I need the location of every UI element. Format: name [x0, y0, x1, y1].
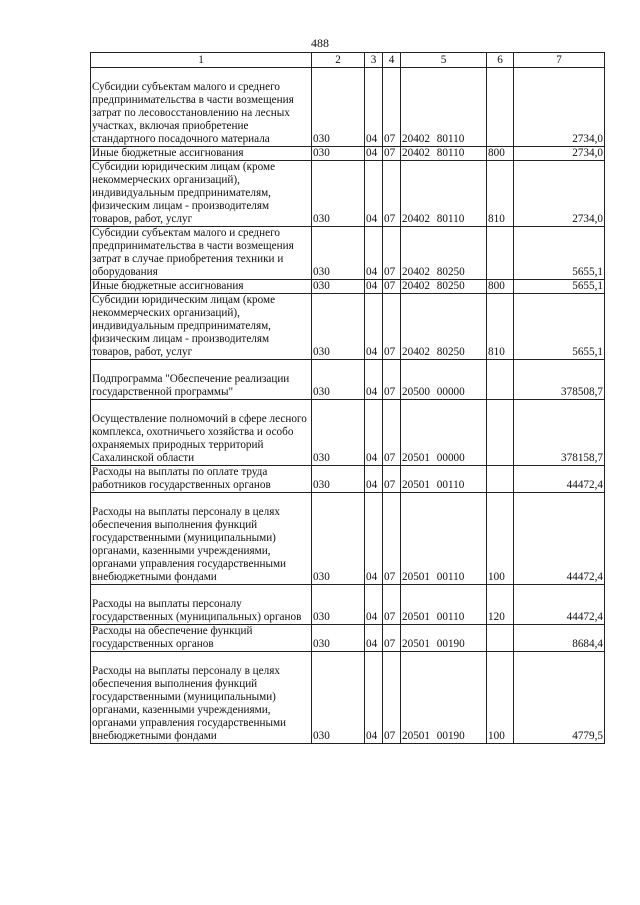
row-ministry-code: 030 — [312, 493, 365, 585]
row-ministry-code: 030 — [312, 147, 365, 161]
row-ministry-code: 030 — [312, 280, 365, 294]
row-section-code: 04 — [365, 68, 383, 147]
row-subsection-code: 07 — [383, 280, 401, 294]
row-subsection-code: 07 — [383, 227, 401, 280]
row-name: Иные бюджетные ассигнования — [91, 280, 312, 294]
row-subsection-code: 07 — [383, 493, 401, 585]
row-name: Осуществление полномочий в сфере лесного комплекса, охотничьего хозяйства и особо охраняемых природных территорий Сахалинской области — [91, 400, 312, 466]
row-name: Расходы на выплаты персоналу в целях обеспечения выполнения функций государственными (муниципальными) органами, казенными учреждениями, органами управления государственными внебюджетными фондами — [91, 493, 312, 585]
row-subsection-code: 07 — [383, 360, 401, 400]
row-amount: 378158,7 — [514, 400, 605, 466]
row-section-code: 04 — [365, 652, 383, 744]
row-target-code: 20402 80110 — [401, 161, 487, 227]
table-row — [91, 585, 605, 625]
row-ministry-code: 030 — [312, 625, 365, 652]
table-row — [91, 161, 605, 227]
row-section-code: 04 — [365, 585, 383, 625]
column-header-section: 3 — [365, 53, 383, 68]
row-section-code: 04 — [365, 147, 383, 161]
page-number: 488 — [311, 36, 329, 50]
table-row — [91, 400, 605, 466]
column-header-subsection: 4 — [383, 53, 401, 68]
row-name: Субсидии юридическим лицам (кроме некоммерческих организаций), индивидуальным предпринимателям, физическим лицам - производителям товаров, работ, услуг — [91, 294, 312, 360]
row-ministry-code: 030 — [312, 68, 365, 147]
row-type-code — [487, 227, 514, 280]
row-section-code: 04 — [365, 280, 383, 294]
row-subsection-code: 07 — [383, 466, 401, 493]
column-header-type: 6 — [487, 53, 514, 68]
row-subsection-code: 07 — [383, 294, 401, 360]
row-target-code: 20501 00110 — [401, 493, 487, 585]
row-amount: 5655,1 — [514, 280, 605, 294]
row-amount: 5655,1 — [514, 294, 605, 360]
row-amount: 44472,4 — [514, 493, 605, 585]
header-row — [91, 53, 605, 68]
column-header-name: 1 — [91, 53, 312, 68]
row-amount: 8684,4 — [514, 625, 605, 652]
row-amount: 378508,7 — [514, 360, 605, 400]
row-subsection-code: 07 — [383, 625, 401, 652]
row-name: Расходы на выплаты персоналу в целях обеспечения выполнения функций государственными (муниципальными) органами, казенными учреждениями, органами управления государственными внебюджетными фондами — [91, 652, 312, 744]
row-ministry-code: 030 — [312, 294, 365, 360]
row-ministry-code: 030 — [312, 585, 365, 625]
column-header-ministry: 2 — [312, 53, 365, 68]
row-target-code: 20402 80110 — [401, 147, 487, 161]
row-section-code: 04 — [365, 493, 383, 585]
row-type-code — [487, 625, 514, 652]
row-type-code — [487, 400, 514, 466]
table-row — [91, 294, 605, 360]
table-row — [91, 493, 605, 585]
row-name: Подпрограмма "Обеспечение реализации государственной программы" — [91, 360, 312, 400]
row-name: Субсидии субъектам малого и среднего предпринимательства в части возмещения затрат по лесовосстановлению на лесных участках, включая приобретение стандартного посадочного материала — [91, 68, 312, 147]
row-type-code: 810 — [487, 294, 514, 360]
row-type-code: 100 — [487, 493, 514, 585]
row-section-code: 04 — [365, 227, 383, 280]
row-subsection-code: 07 — [383, 585, 401, 625]
row-name: Расходы на выплаты персоналу государственных (муниципальных) органов — [91, 585, 312, 625]
row-amount: 2734,0 — [514, 161, 605, 227]
row-amount: 4779,5 — [514, 652, 605, 744]
row-section-code: 04 — [365, 466, 383, 493]
row-target-code: 20402 80250 — [401, 280, 487, 294]
row-ministry-code: 030 — [312, 161, 365, 227]
row-section-code: 04 — [365, 294, 383, 360]
row-target-code: 20501 00110 — [401, 585, 487, 625]
row-target-code: 20501 00190 — [401, 625, 487, 652]
row-type-code: 810 — [487, 161, 514, 227]
table-row — [91, 625, 605, 652]
row-ministry-code: 030 — [312, 652, 365, 744]
table-row — [91, 652, 605, 744]
row-subsection-code: 07 — [383, 68, 401, 147]
row-name: Субсидии юридическим лицам (кроме некоммерческих организаций), индивидуальным предпринимателям, физическим лицам - производителям товаров, работ, услуг — [91, 161, 312, 227]
row-target-code: 20501 00000 — [401, 400, 487, 466]
row-section-code: 04 — [365, 161, 383, 227]
row-ministry-code: 030 — [312, 400, 365, 466]
row-subsection-code: 07 — [383, 400, 401, 466]
row-amount: 2734,0 — [514, 147, 605, 161]
row-target-code: 20402 80250 — [401, 227, 487, 280]
row-subsection-code: 07 — [383, 652, 401, 744]
row-name: Иные бюджетные ассигнования — [91, 147, 312, 161]
row-type-code: 100 — [487, 652, 514, 744]
row-target-code: 20500 00000 — [401, 360, 487, 400]
table-body — [91, 68, 605, 744]
table-row — [91, 227, 605, 280]
row-target-code: 20402 80110 — [401, 68, 487, 147]
row-target-code: 20402 80250 — [401, 294, 487, 360]
budget-table — [90, 52, 605, 744]
row-name: Расходы на выплаты по оплате труда работников государственных органов — [91, 466, 312, 493]
column-header-target: 5 — [401, 53, 487, 68]
row-section-code: 04 — [365, 400, 383, 466]
row-type-code — [487, 68, 514, 147]
row-subsection-code: 07 — [383, 147, 401, 161]
row-type-code: 800 — [487, 280, 514, 294]
table-row — [91, 280, 605, 294]
row-type-code — [487, 360, 514, 400]
row-section-code: 04 — [365, 360, 383, 400]
row-name: Расходы на обеспечение функций государственных органов — [91, 625, 312, 652]
row-amount: 44472,4 — [514, 585, 605, 625]
row-ministry-code: 030 — [312, 466, 365, 493]
row-type-code: 120 — [487, 585, 514, 625]
table-row — [91, 147, 605, 161]
row-section-code: 04 — [365, 625, 383, 652]
row-type-code — [487, 466, 514, 493]
row-amount: 44472,4 — [514, 466, 605, 493]
row-name: Субсидии субъектам малого и среднего предпринимательства в части возмещения затрат в случае приобретения техники и оборудования — [91, 227, 312, 280]
row-target-code: 20501 00110 — [401, 466, 487, 493]
row-type-code: 800 — [487, 147, 514, 161]
column-header-amount: 7 — [514, 53, 605, 68]
table-row — [91, 68, 605, 147]
table-row — [91, 360, 605, 400]
table-row — [91, 466, 605, 493]
row-amount: 2734,0 — [514, 68, 605, 147]
row-target-code: 20501 00190 — [401, 652, 487, 744]
row-ministry-code: 030 — [312, 227, 365, 280]
row-ministry-code: 030 — [312, 360, 365, 400]
row-amount: 5655,1 — [514, 227, 605, 280]
row-subsection-code: 07 — [383, 161, 401, 227]
